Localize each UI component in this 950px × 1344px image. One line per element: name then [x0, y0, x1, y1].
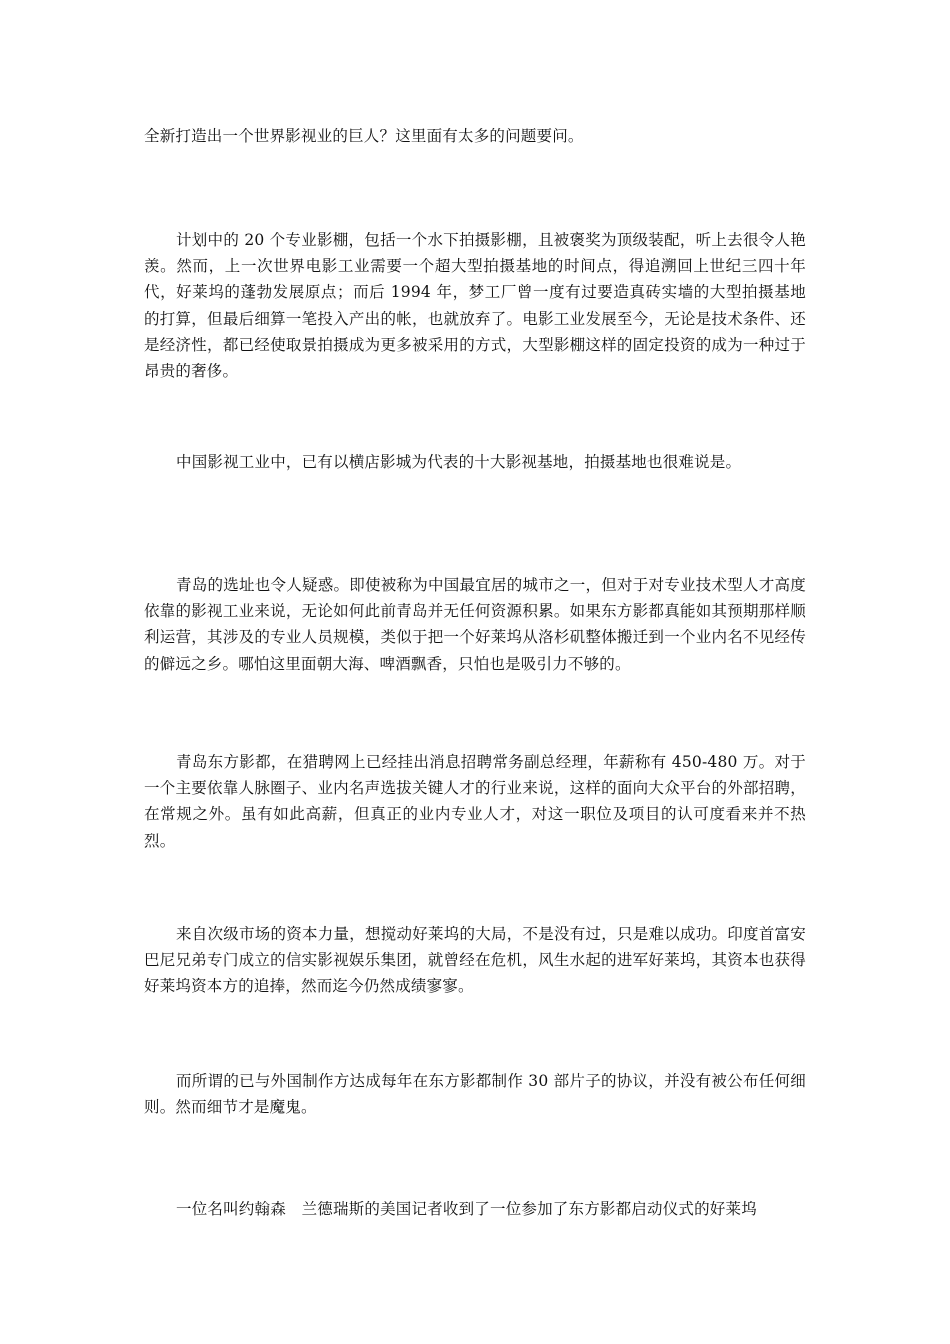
- paragraph-2: 计划中的 20 个专业影棚，包括一个水下拍摄影棚，且被褒奖为顶级装配，听上去很令人艳羡。然而，上一次世界电影工业需要一个超大型拍摄基地的时间点，得追溯回上世纪三四十年代，好莱坞的蓬勃发展原点；而后 1994 年，梦工厂曾一度有过要造真砖实墙的大型拍摄基地的打算，但最后细算一笔投入产出的帐，也就放弃了。电影工业发展至今，无论是技术条件、还是经济性，都已经使取景拍摄成为更多被采用的方式，大型影棚这样的固定投资的成为一种过于昂贵的奢侈。: [144, 231, 806, 381]
- paragraph-7: 而所谓的已与外国制作方达成每年在东方影都制作 30 部片子的协议，并没有被公布任何细则。然而细节才是魔鬼。: [144, 1072, 806, 1117]
- paragraph-4: 青岛的选址也令人疑惑。即使被称为中国最宜居的城市之一，但对于对专业技术型人才高度依靠的影视工业来说，无论如何此前青岛并无任何资源积累。如果东方影都真能如其预期那样顺利运营，其涉及的专业人员规模，类似于把一个好莱坞从洛杉矶整体搬迁到一个业内名不见经传的僻远之乡。哪怕这里面朝大海、啤酒飘香，只怕也是吸引力不够的。: [144, 576, 806, 673]
- paragraph-8: 一位名叫约翰森 兰德瑞斯的美国记者收到了一位参加了东方影都启动仪式的好莱坞: [176, 1200, 757, 1218]
- paragraph-3: 中国影视工业中，已有以横店影城为代表的十大影视基地，拍摄基地也很难说是。: [176, 453, 742, 471]
- paragraph-6: 来自次级市场的资本力量，想搅动好莱坞的大局，不是没有过，只是难以成功。印度首富安巴尼兄弟专门成立的信实影视娱乐集团，就曾经在危机，风生水起的进军好莱坞，其资本也获得好莱坞资本方的追捧，然而迄今仍然成绩寥寥。: [144, 925, 806, 996]
- paragraph-1: 全新打造出一个世界影视业的巨人？这里面有太多的问题要问。: [144, 127, 584, 145]
- paragraph-5: 青岛东方影都，在猎聘网上已经挂出消息招聘常务副总经理，年薪称有 450-480 万。对于一个主要依靠人脉圈子、业内名声选拔关键人才的行业来说，这样的面向大众平台的外部招聘，在常规之外。虽有如此高薪，但真正的业内专业人才，对这一职位及项目的认可度看来并不热烈。: [144, 753, 806, 850]
